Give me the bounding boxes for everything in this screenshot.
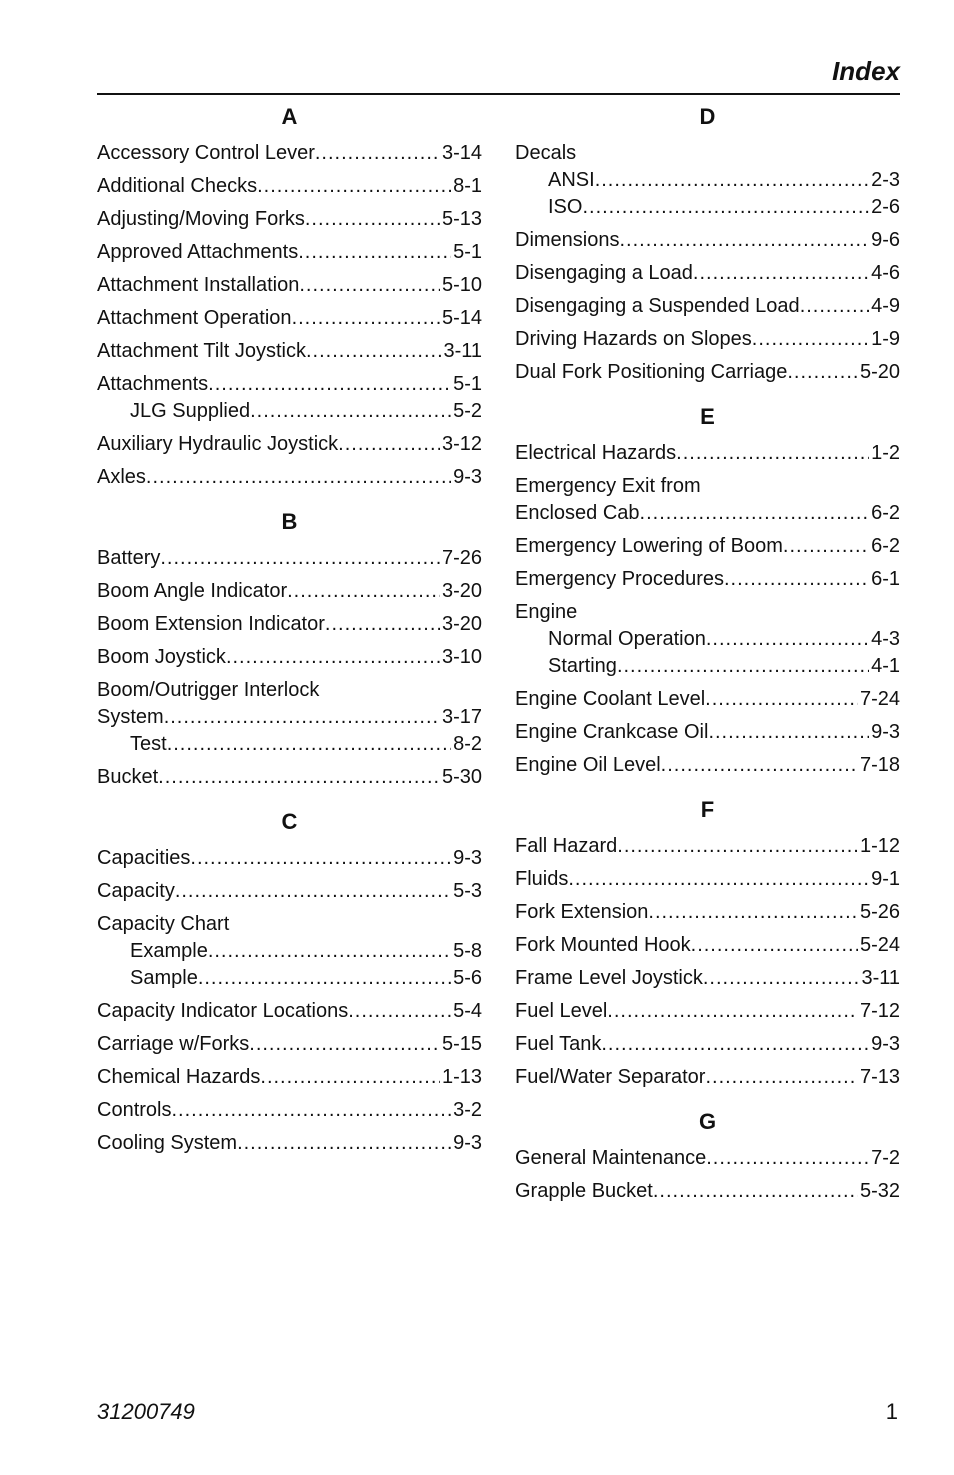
index-subentry-row: [97, 398, 482, 425]
entry-label: Fall Hazard: [515, 835, 618, 857]
header-divider: [97, 93, 900, 95]
index-entry: [515, 473, 900, 527]
index-entry-row: [97, 845, 482, 872]
index-entry-row: [97, 611, 482, 638]
entry-page-ref: 9-6: [871, 229, 900, 251]
entry-label: Carriage w/Forks: [97, 1033, 250, 1055]
entry-label: Normal Operation: [548, 628, 706, 650]
index-entry-row: [97, 371, 482, 398]
section-letter: F: [700, 797, 715, 822]
entry-label: Attachment Installation: [97, 274, 300, 296]
entry-page-ref: 1-9: [871, 328, 900, 350]
entry-page-ref: 3-2: [453, 1099, 482, 1121]
index-entry: [515, 440, 900, 467]
entry-page-ref: 1-12: [859, 835, 900, 857]
entry-label: Engine: [515, 601, 578, 623]
entry-label: Approved Attachments: [97, 241, 299, 263]
index-entry-row: [97, 140, 482, 167]
entry-label: Fuel/Water Separator: [515, 1066, 706, 1088]
index-entry: [515, 227, 900, 254]
index-entry-row: [515, 1064, 900, 1091]
dot-leader: [653, 1178, 858, 1205]
entry-page-ref: 5-20: [859, 361, 900, 383]
dot-leader: [146, 464, 451, 491]
dot-leader: [752, 326, 869, 353]
entry-page-ref: 6-2: [871, 502, 900, 524]
entry-label: Capacity Indicator Locations: [97, 1000, 349, 1022]
index-entry: [515, 1145, 900, 1172]
index-entry-row: [515, 260, 900, 287]
index-subentry-row: [97, 938, 482, 965]
dot-leader: [348, 998, 451, 1025]
index-entry-row: [515, 1031, 900, 1058]
dot-leader: [648, 899, 858, 926]
index-entry-row: [97, 206, 482, 233]
entry-page-ref: 7-26: [441, 547, 482, 569]
dot-leader: [175, 878, 451, 905]
dot-leader: [315, 140, 440, 167]
index-entry: [515, 140, 900, 221]
section-letter: E: [700, 404, 715, 429]
index-entry: [97, 911, 482, 992]
entry-label: Emergency Exit from: [515, 475, 701, 497]
index-entry: [515, 326, 900, 353]
entry-label: Engine Crankcase Oil: [515, 721, 709, 743]
index-column-left: [97, 100, 482, 1157]
dot-leader: [619, 227, 869, 254]
entry-page-ref: 5-10: [441, 274, 482, 296]
dot-leader: [724, 566, 869, 593]
dot-leader: [198, 965, 451, 992]
dot-leader: [800, 293, 869, 320]
entry-label: Fluids: [515, 868, 569, 890]
entry-page-ref: 4-6: [871, 262, 900, 284]
entry-page-ref: 7-13: [859, 1066, 900, 1088]
entry-page-ref: 7-12: [859, 1000, 900, 1022]
entry-page-ref: 3-17: [441, 706, 482, 728]
index-entry-row: [515, 359, 900, 386]
entry-page-ref: 3-12: [441, 433, 482, 455]
entry-label: Electrical Hazards: [515, 442, 677, 464]
dot-leader: [292, 305, 440, 332]
dot-leader: [582, 194, 869, 221]
index-entry: [515, 998, 900, 1025]
index-entry-row: [515, 440, 900, 467]
index-entry-row: [97, 677, 482, 704]
index-entry: [97, 764, 482, 791]
index-entry: [515, 533, 900, 560]
entry-label: Cooling System: [97, 1132, 238, 1154]
entry-page-ref: 9-3: [453, 1132, 482, 1154]
index-entry-row: [97, 272, 482, 299]
index-entry-row: [515, 473, 900, 500]
index-entry-row: [515, 965, 900, 992]
dot-leader: [325, 611, 440, 638]
entry-label: Accessory Control Lever: [97, 142, 315, 164]
entry-page-ref: 5-3: [453, 880, 482, 902]
index-entry: [515, 359, 900, 386]
dot-leader: [237, 1130, 451, 1157]
index-entry: [97, 1031, 482, 1058]
index-entry: [97, 173, 482, 200]
index-entry: [97, 140, 482, 167]
dot-leader: [607, 998, 858, 1025]
index-entry-row: [515, 866, 900, 893]
dot-leader: [783, 533, 869, 560]
dot-leader: [171, 1097, 451, 1124]
entry-page-ref: 1-13: [441, 1066, 482, 1088]
index-entry: [97, 431, 482, 458]
index-entry: [515, 260, 900, 287]
dot-leader: [208, 371, 451, 398]
index-subentry-row: [515, 653, 900, 680]
dot-leader: [708, 719, 869, 746]
dot-leader: [257, 173, 451, 200]
dot-leader: [167, 731, 451, 758]
dot-leader: [250, 398, 451, 425]
section-letter: G: [698, 1109, 717, 1134]
entry-label: Controls: [97, 1099, 172, 1121]
index-entry-row: [97, 998, 482, 1025]
index-entry-row: [97, 1031, 482, 1058]
section-letter: A: [281, 104, 298, 129]
index-entry-row: [97, 578, 482, 605]
index-column-right: [515, 100, 900, 1205]
index-entry: [515, 719, 900, 746]
entry-label: Driving Hazards on Slopes: [515, 328, 752, 350]
entry-label: Attachments: [97, 373, 209, 395]
index-entry-row: [97, 545, 482, 572]
index-entry: [515, 932, 900, 959]
index-entry: [515, 686, 900, 713]
dot-leader: [298, 239, 451, 266]
index-entry: [515, 1031, 900, 1058]
entry-label: System: [97, 706, 164, 728]
index-entry: [97, 305, 482, 332]
entry-page-ref: 3-11: [443, 340, 482, 362]
index-entry-row: [97, 338, 482, 365]
index-subentry-row: [515, 626, 900, 653]
entry-page-ref: 3-14: [441, 142, 482, 164]
index-entry-row: [97, 911, 482, 938]
entry-page-ref: 5-30: [441, 766, 482, 788]
entry-page-ref: 5-2: [453, 400, 482, 422]
index-entry: [97, 611, 482, 638]
dot-leader: [787, 359, 858, 386]
index-entry: [515, 965, 900, 992]
index-entry-row: [97, 173, 482, 200]
dot-leader: [693, 260, 869, 287]
index-entry: [515, 1178, 900, 1205]
index-entry-row: [97, 1097, 482, 1124]
index-entry-row: [97, 239, 482, 266]
entry-label: Dual Fork Positioning Carriage: [515, 361, 788, 383]
entry-page-ref: 3-11: [861, 967, 900, 989]
dot-leader: [617, 653, 869, 680]
entry-label: Bucket: [97, 766, 159, 788]
entry-page-ref: 5-13: [441, 208, 482, 230]
entry-label: Example: [130, 940, 208, 962]
entry-label: Auxiliary Hydraulic Joystick: [97, 433, 339, 455]
entry-page-ref: 5-4: [453, 1000, 482, 1022]
entry-page-ref: 1-2: [871, 442, 900, 464]
index-entry: [97, 677, 482, 758]
entry-label: Disengaging a Suspended Load: [515, 295, 800, 317]
entry-label: Boom Angle Indicator: [97, 580, 288, 602]
entry-page-ref: 9-1: [871, 868, 900, 890]
document-number: 31200749: [97, 1399, 195, 1424]
entry-page-ref: 2-3: [871, 169, 900, 191]
entry-page-ref: 5-32: [859, 1180, 900, 1202]
entry-label: Frame Level Joystick: [515, 967, 703, 989]
dot-leader: [287, 578, 440, 605]
dot-leader: [640, 500, 870, 527]
entry-page-ref: 6-1: [871, 568, 900, 590]
index-subentry-row: [97, 731, 482, 758]
entry-label: JLG Supplied: [130, 400, 251, 422]
entry-page-ref: 9-3: [453, 847, 482, 869]
entry-page-ref: 5-6: [453, 967, 482, 989]
index-entry-row: [515, 500, 900, 527]
index-entry-row: [97, 878, 482, 905]
index-entry: [97, 206, 482, 233]
dot-leader: [226, 644, 440, 671]
entry-label: Starting: [548, 655, 617, 677]
index-entry-row: [97, 464, 482, 491]
index-entry: [97, 338, 482, 365]
index-entry-row: [515, 833, 900, 860]
index-subentry-row: [515, 194, 900, 221]
entry-label: Fork Mounted Hook: [515, 934, 691, 956]
entry-page-ref: 9-3: [871, 1033, 900, 1055]
dot-leader: [568, 866, 869, 893]
index-entry: [97, 644, 482, 671]
index-entry: [97, 878, 482, 905]
entry-label: Additional Checks: [97, 175, 258, 197]
entry-label: Engine Oil Level: [515, 754, 661, 776]
dot-leader: [190, 845, 451, 872]
entry-page-ref: 4-3: [871, 628, 900, 650]
entry-page-ref: 8-1: [453, 175, 482, 197]
entry-label: Fork Extension: [515, 901, 649, 923]
index-entry-row: [515, 1178, 900, 1205]
index-entry: [97, 371, 482, 425]
index-entry: [97, 272, 482, 299]
entry-label: Axles: [97, 466, 146, 488]
page-title: Index: [832, 56, 900, 86]
entry-label: Engine Coolant Level: [515, 688, 706, 710]
index-entry-row: [515, 227, 900, 254]
index-entry-row: [97, 644, 482, 671]
entry-label: Attachment Tilt Joystick: [97, 340, 306, 362]
page-number: 1: [885, 1399, 898, 1424]
entry-page-ref: 3-20: [441, 613, 482, 635]
dot-leader: [338, 431, 440, 458]
index-entry: [97, 239, 482, 266]
index-entry: [97, 998, 482, 1025]
index-entry-row: [97, 1130, 482, 1157]
entry-label: Chemical Hazards: [97, 1066, 261, 1088]
index-entry: [97, 1064, 482, 1091]
dot-leader: [164, 704, 440, 731]
index-entry-row: [515, 899, 900, 926]
entry-page-ref: 5-1: [453, 241, 482, 263]
dot-leader: [249, 1031, 440, 1058]
index-entry: [97, 464, 482, 491]
entry-page-ref: 2-6: [871, 196, 900, 218]
index-entry: [515, 899, 900, 926]
index-subentry-row: [97, 965, 482, 992]
dot-leader: [705, 686, 858, 713]
entry-label: Test: [130, 733, 167, 755]
dot-leader: [306, 338, 441, 365]
index-entry: [515, 752, 900, 779]
entry-page-ref: 7-24: [859, 688, 900, 710]
entry-page-ref: 5-15: [441, 1033, 482, 1055]
index-entry-row: [515, 140, 900, 167]
entry-label: Enclosed Cab: [515, 502, 640, 524]
dot-leader: [691, 932, 858, 959]
entry-label: Sample: [130, 967, 198, 989]
index-entry-row: [515, 599, 900, 626]
entry-label: Capacity Chart: [97, 913, 230, 935]
entry-page-ref: 5-14: [441, 307, 482, 329]
dot-leader: [260, 1064, 440, 1091]
index-entry: [515, 833, 900, 860]
index-entry: [97, 545, 482, 572]
entry-label: Fuel Tank: [515, 1033, 602, 1055]
entry-page-ref: 7-18: [859, 754, 900, 776]
entry-label: Adjusting/Moving Forks: [97, 208, 305, 230]
index-entry: [515, 293, 900, 320]
dot-leader: [705, 1064, 858, 1091]
dot-leader: [160, 545, 440, 572]
dot-leader: [661, 752, 858, 779]
entry-page-ref: 4-9: [871, 295, 900, 317]
index-entry: [515, 1064, 900, 1091]
index-entry: [97, 578, 482, 605]
entry-page-ref: 5-24: [859, 934, 900, 956]
entry-page-ref: 8-2: [453, 733, 482, 755]
index-entry: [515, 866, 900, 893]
index-entry: [97, 1097, 482, 1124]
dot-leader: [706, 626, 869, 653]
entry-page-ref: 5-26: [859, 901, 900, 923]
entry-label: Capacity: [97, 880, 175, 902]
entry-page-ref: 5-1: [453, 373, 482, 395]
dot-leader: [305, 206, 440, 233]
dot-leader: [299, 272, 440, 299]
index-entry-row: [515, 719, 900, 746]
section-letter: B: [281, 509, 298, 534]
dot-leader: [595, 167, 869, 194]
index-subentry-row: [515, 167, 900, 194]
index-entry: [97, 1130, 482, 1157]
entry-label: Emergency Lowering of Boom: [515, 535, 783, 557]
index-entry-row: [515, 932, 900, 959]
entry-page-ref: 7-2: [871, 1147, 900, 1169]
index-entry-row: [515, 533, 900, 560]
index-entry-row: [515, 1145, 900, 1172]
index-entry-row: [97, 1064, 482, 1091]
dot-leader: [703, 965, 860, 992]
entry-label: Fuel Level: [515, 1000, 608, 1022]
entry-label: Battery: [97, 547, 161, 569]
index-entry-row: [97, 764, 482, 791]
index-entry: [515, 599, 900, 680]
entry-page-ref: 4-1: [871, 655, 900, 677]
index-entry: [515, 566, 900, 593]
entry-label: Dimensions: [515, 229, 620, 251]
index-entry-row: [97, 305, 482, 332]
entry-page-ref: 3-20: [441, 580, 482, 602]
entry-page-ref: 6-2: [871, 535, 900, 557]
dot-leader: [617, 833, 858, 860]
entry-label: Boom Extension Indicator: [97, 613, 325, 635]
index-entry-row: [515, 686, 900, 713]
dot-leader: [676, 440, 869, 467]
entry-label: Capacities: [97, 847, 191, 869]
index-entry: [97, 845, 482, 872]
entry-label: Decals: [515, 142, 577, 164]
entry-label: Boom/Outrigger Interlock: [97, 679, 320, 701]
section-letter: D: [699, 104, 716, 129]
index-entry-row: [515, 998, 900, 1025]
entry-label: ANSI: [548, 169, 595, 191]
entry-label: Attachment Operation: [97, 307, 292, 329]
index-entry-row: [515, 326, 900, 353]
dot-leader: [706, 1145, 869, 1172]
entry-page-ref: 3-10: [441, 646, 482, 668]
entry-label: ISO: [548, 196, 583, 218]
entry-page-ref: 5-8: [453, 940, 482, 962]
index-entry-row: [97, 704, 482, 731]
index-entry-row: [515, 566, 900, 593]
dot-leader: [158, 764, 440, 791]
entry-label: Grapple Bucket: [515, 1180, 653, 1202]
dot-leader: [208, 938, 451, 965]
section-letter: C: [281, 809, 298, 834]
index-entry-row: [515, 293, 900, 320]
entry-page-ref: 9-3: [871, 721, 900, 743]
index-entry-row: [97, 431, 482, 458]
entry-page-ref: 9-3: [453, 466, 482, 488]
entry-label: Emergency Procedures: [515, 568, 724, 590]
dot-leader: [601, 1031, 869, 1058]
entry-label: Disengaging a Load: [515, 262, 693, 284]
entry-label: General Maintenance: [515, 1147, 707, 1169]
entry-label: Boom Joystick: [97, 646, 226, 668]
index-entry-row: [515, 752, 900, 779]
